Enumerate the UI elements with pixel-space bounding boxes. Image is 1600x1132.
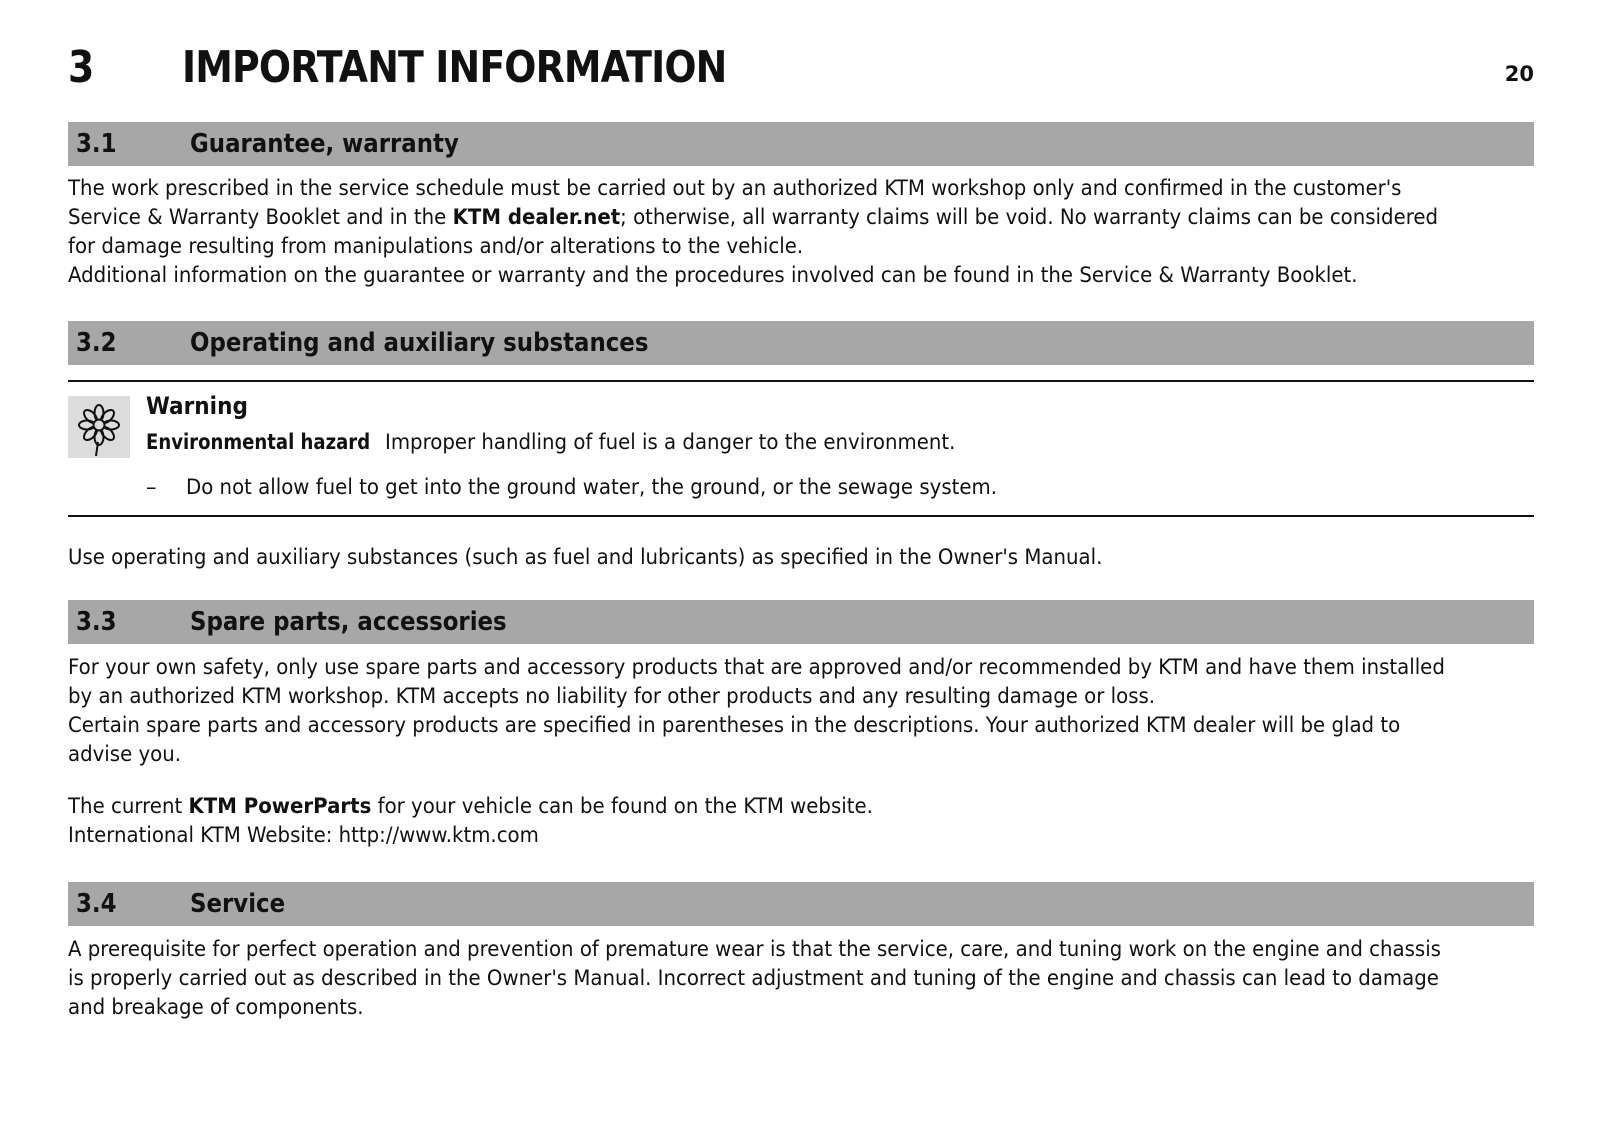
- section-heading-3-4: [68, 882, 1534, 926]
- text-line: [68, 653, 1478, 682]
- warning-top-rule: [68, 380, 1534, 382]
- section-title: Operating and auxiliary substances: [190, 328, 649, 358]
- text-segment: ; otherwise, all warranty claims will be void. No warranty claims can be considered: [620, 205, 1439, 229]
- text-segment: A prerequisite for perfect operation and prevention of premature wear is that the service, care, and tuning work on the engine and chassis: [68, 937, 1441, 961]
- text-line: [68, 203, 1478, 232]
- section-number: 3.1: [76, 129, 117, 159]
- warning-step: Do not allow fuel to get into the ground water, the ground, or the sewage system.: [186, 475, 997, 499]
- paragraph: [68, 653, 1478, 769]
- section-heading-3-2: [68, 321, 1534, 365]
- section-title: Spare parts, accessories: [190, 607, 507, 637]
- paragraph: [68, 792, 1478, 850]
- text-line: [68, 821, 1478, 850]
- text-segment: Certain spare parts and accessory products are specified in parentheses in the descriptions. Your authorized KTM dealer will be glad to: [68, 713, 1401, 737]
- text-segment: Use operating and auxiliary substances (such as fuel and lubricants) as specified in the Owner's Manual.: [68, 545, 1103, 569]
- text-segment: Additional information on the guarantee or warranty and the procedures involved can be found in the Service & Warranty Booklet.: [68, 263, 1358, 287]
- text-segment: For your own safety, only use spare parts and accessory products that are approved and/or recommended by KTM and have them installed: [68, 655, 1445, 679]
- text-line: [68, 543, 1478, 572]
- text-segment: for your vehicle can be found on the KTM website.: [371, 794, 873, 818]
- text-segment: The work prescribed in the service schedule must be carried out by an authorized KTM workshop only and confirmed in the customer's: [68, 176, 1402, 200]
- text-segment: is properly carried out as described in the Owner's Manual. Incorrect adjustment and tuning of the engine and chassis can lead to damage: [68, 966, 1439, 990]
- warning-bottom-rule: [68, 515, 1534, 517]
- section-number: 3.3: [76, 607, 117, 637]
- step-marker: –: [146, 475, 157, 499]
- warning-title: Warning: [146, 392, 248, 420]
- text-line: [68, 964, 1478, 993]
- section-title: Service: [190, 889, 286, 919]
- page-number: 20: [1504, 62, 1534, 86]
- paragraph: [68, 174, 1478, 290]
- text-line: [68, 261, 1478, 290]
- text-segment: for damage resulting from manipulations and/or alterations to the vehicle.: [68, 234, 804, 258]
- text-line: [68, 711, 1478, 740]
- text-segment: International KTM Website: http://www.ktm.com: [68, 823, 539, 847]
- text-line: [68, 792, 1478, 821]
- paragraph: [68, 935, 1478, 1022]
- text-segment: by an authorized KTM workshop. KTM accepts no liability for other products and any resulting damage or loss.: [68, 684, 1156, 708]
- hazard-label: Environmental hazard: [146, 430, 371, 454]
- section-heading-3-1: [68, 122, 1534, 166]
- section-number: 3.4: [76, 889, 117, 919]
- text-segment: advise you.: [68, 742, 182, 766]
- text-line: [68, 682, 1478, 711]
- chapter-number: 3: [68, 42, 94, 93]
- text-line: [68, 740, 1478, 769]
- text-segment: and breakage of components.: [68, 995, 364, 1019]
- emphasis-text: KTM PowerParts: [188, 794, 372, 818]
- text-line: [68, 993, 1478, 1022]
- section-number: 3.2: [76, 328, 117, 358]
- text-line: [68, 935, 1478, 964]
- environment-flower-icon: [68, 396, 130, 458]
- hazard-description: Improper handling of fuel is a danger to the environment.: [385, 430, 956, 454]
- text-line: [68, 174, 1478, 203]
- chapter-header: [68, 36, 1534, 100]
- paragraph: [68, 543, 1478, 572]
- emphasis-text: KTM dealer.net: [452, 205, 621, 229]
- text-segment: Service & Warranty Booklet and in the: [68, 205, 453, 229]
- text-line: [68, 232, 1478, 261]
- section-title: Guarantee, warranty: [190, 129, 459, 159]
- section-heading-3-3: [68, 600, 1534, 644]
- text-segment: The current: [68, 794, 189, 818]
- chapter-title: IMPORTANT INFORMATION: [182, 42, 727, 93]
